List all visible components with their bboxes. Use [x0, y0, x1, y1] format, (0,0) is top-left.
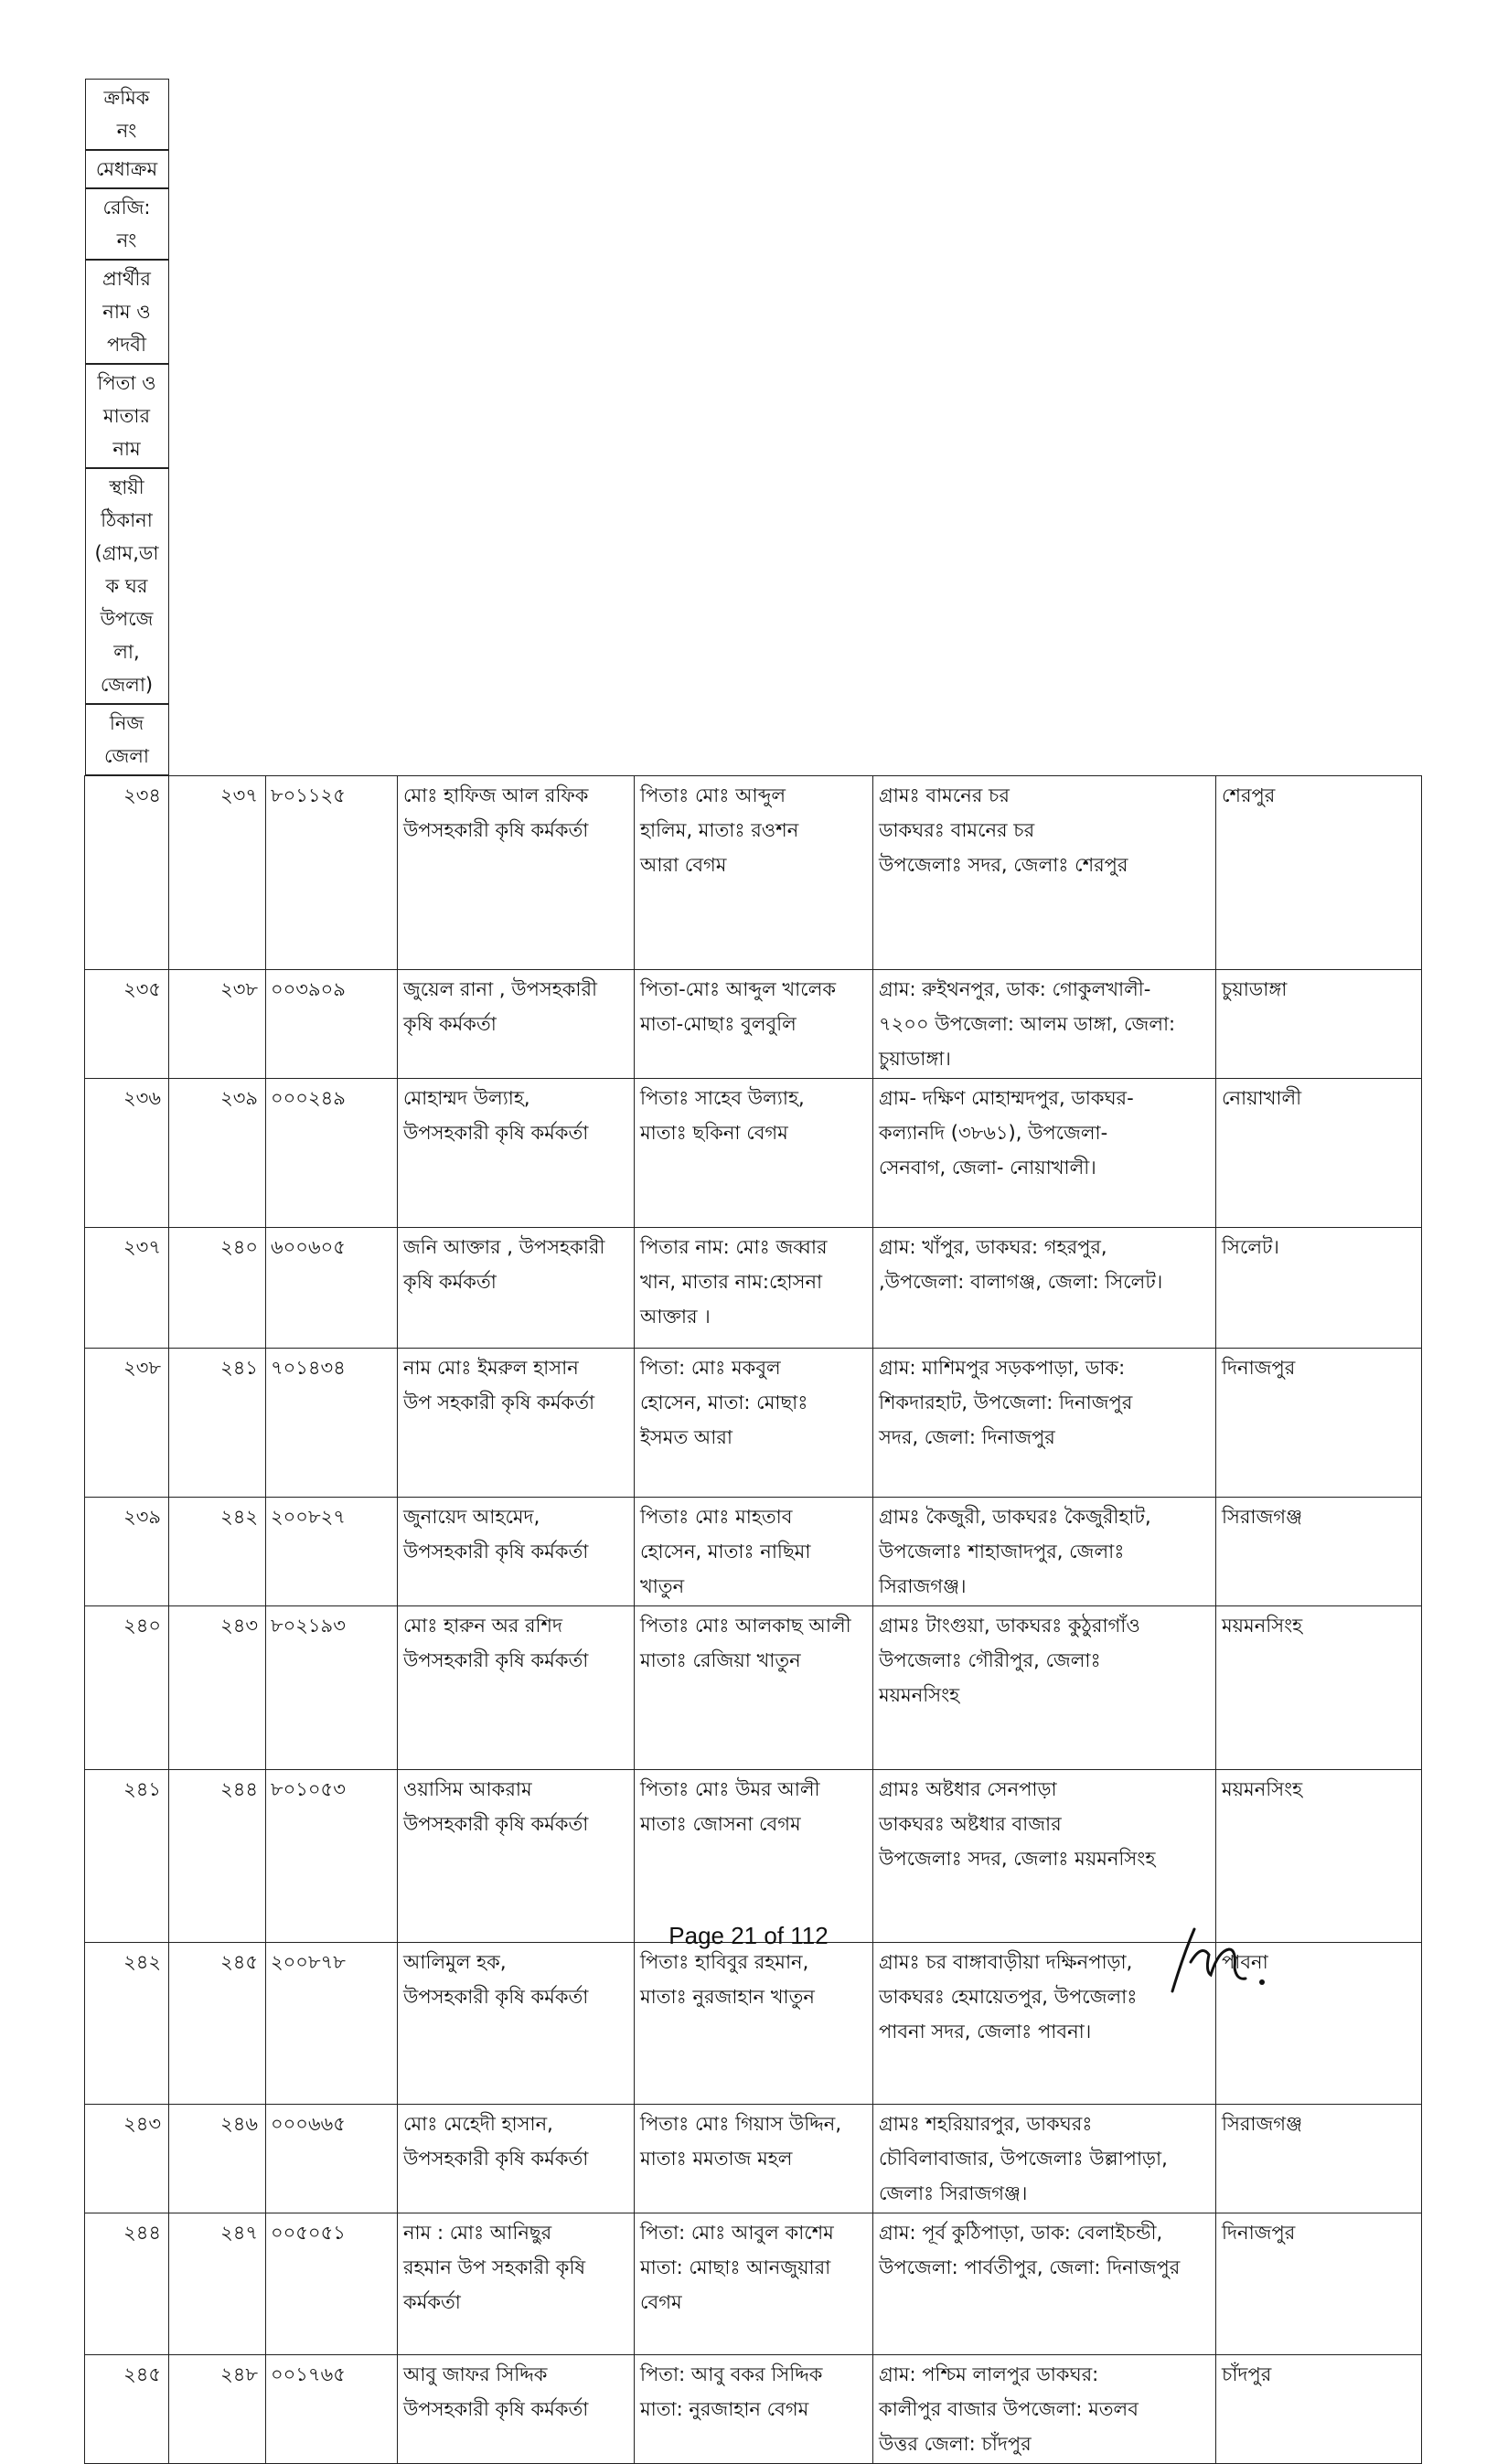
- cell-serial: ২৪১: [85, 1770, 169, 1943]
- cell-parents: [635, 1498, 873, 1606]
- cell-serial: ২৩৭: [85, 1228, 169, 1349]
- address-line: শিকদারহাট, উপজেলা: দিনাজপুর: [879, 1392, 1133, 1413]
- parents-line: হালিম, মাতাঃ রওশন: [640, 819, 799, 841]
- cell-reg: ০০০৬৬৫: [266, 2105, 398, 2213]
- cell-district: পাবনা: [1216, 1943, 1422, 2105]
- cell-serial: ২৩৮: [85, 1349, 169, 1498]
- cell-name: [398, 1228, 635, 1349]
- cell-serial: ২৩৫: [85, 970, 169, 1079]
- address-line: চৌবিলাবাজার, উপজেলাঃ উল্লাপাড়া,: [879, 2148, 1168, 2170]
- table-header-row: [85, 79, 1422, 776]
- col-header-district: নিজ জেলা: [85, 704, 169, 775]
- cell-serial: ২৩৬: [85, 1079, 169, 1228]
- name-line: কৃষি কর্মকর্তা: [403, 1013, 497, 1035]
- cell-serial: ২৩৯: [85, 1498, 169, 1606]
- candidate-table: [84, 79, 1422, 2464]
- name-line: জনি আক্তার , উপসহকারী: [403, 1236, 605, 1258]
- parents-line: হোসেন, মাতা: মোছাঃ: [640, 1392, 808, 1413]
- cell-merit: ২৪৪: [169, 1770, 266, 1943]
- cell-reg: ৮০১০৫৩: [266, 1770, 398, 1943]
- cell-reg: ০০৩৯০৯: [266, 970, 398, 1079]
- parents-line: মাতাঃ জোসনা বেগম: [640, 1813, 801, 1835]
- parents-line: মাতাঃ ছকিনা বেগম: [640, 1122, 788, 1144]
- name-line: উপসহকারী কৃষি কর্মকর্তা: [403, 1541, 589, 1563]
- name-line: মোঃ হারুন অর রশিদ: [403, 1615, 563, 1637]
- name-line: নাম মোঃ ইমরুল হাসান: [403, 1357, 579, 1379]
- cell-parents: [635, 2355, 873, 2464]
- cell-name: [398, 970, 635, 1079]
- parents-line: হোসেন, মাতাঃ নাছিমা: [640, 1541, 811, 1563]
- address-line: সিরাজগঞ্জ।: [879, 1575, 967, 1597]
- cell-address: [873, 1349, 1216, 1498]
- address-line: উপজেলাঃ গৌরীপুর, জেলাঃ: [879, 1649, 1101, 1671]
- address-line: চুয়াডাঙ্গা।: [879, 1048, 951, 1070]
- cell-parents: [635, 1349, 873, 1498]
- table-row: [85, 776, 1422, 970]
- address-line: উপজেলাঃ শাহাজাদপুর, জেলাঃ: [879, 1541, 1125, 1563]
- name-line: কর্মকর্তা: [403, 2291, 461, 2313]
- cell-parents: [635, 1606, 873, 1770]
- address-line: গ্রাম: পশ্চিম লালপুর ডাকঘর:: [879, 2363, 1099, 2385]
- name-line: মোঃ হাফিজ আল রফিক: [403, 784, 589, 806]
- cell-reg: ৬০০৬০৫: [266, 1228, 398, 1349]
- cell-district: শেরপুর: [1216, 776, 1422, 970]
- cell-name: [398, 1943, 635, 2105]
- address-line: গ্রাম: মাশিমপুর সড়কপাড়া, ডাক:: [879, 1357, 1126, 1379]
- name-line: উপসহকারী কৃষি কর্মকর্তা: [403, 1813, 589, 1835]
- parents-line: পিতাঃ মোঃ গিয়াস উদ্দিন,: [640, 2113, 842, 2135]
- parents-line: মাতা-মোছাঃ বুলবুলি: [640, 1013, 797, 1035]
- table-row: [85, 2213, 1422, 2355]
- cell-name: [398, 2105, 635, 2213]
- cell-district: ময়মনসিংহ: [1216, 1606, 1422, 1770]
- cell-serial: ২৩৪: [85, 776, 169, 970]
- address-line: গ্রামঃ চর বাঙ্গাবাড়ীয়া দক্ষিনপাড়া,: [879, 1951, 1133, 1973]
- page-number: Page 21 of 112: [668, 1922, 829, 1949]
- cell-district: সিরাজগঞ্জ: [1216, 1498, 1422, 1606]
- name-line: উপসহকারী কৃষি কর্মকর্তা: [403, 2398, 589, 2420]
- address-line: গ্রাম: পূর্ব কুঠিপাড়া, ডাক: বেলাইচন্ডী,: [879, 2222, 1163, 2244]
- cell-merit: ২৩৭: [169, 776, 266, 970]
- address-line: উত্তর জেলা: চাঁদপুর: [879, 2433, 1032, 2455]
- cell-address: [873, 2105, 1216, 2213]
- cell-parents: [635, 1943, 873, 2105]
- parents-line: পিতাঃ মোঃ আব্দুল: [640, 784, 786, 806]
- cell-address: [873, 2355, 1216, 2464]
- name-line: উপসহকারী কৃষি কর্মকর্তা: [403, 1649, 589, 1671]
- name-line: উপ সহকারী কৃষি কর্মকর্তা: [403, 1392, 595, 1413]
- cell-reg: ২০০৮২৭: [266, 1498, 398, 1606]
- cell-name: [398, 1606, 635, 1770]
- parents-line: মাতা: মোছাঃ আনজুয়ারা: [640, 2256, 831, 2278]
- cell-parents: [635, 2213, 873, 2355]
- name-line: রহমান উপ সহকারী কৃষি: [403, 2256, 586, 2278]
- cell-reg: ০০৫০৫১: [266, 2213, 398, 2355]
- cell-reg: ২০০৮৭৮: [266, 1943, 398, 2105]
- cell-address: [873, 970, 1216, 1079]
- table-row: [85, 1770, 1422, 1943]
- cell-merit: ২৪২: [169, 1498, 266, 1606]
- address-line: গ্রাম: রুইথনপুর, ডাক: গোকুলখালী-: [879, 978, 1151, 1000]
- name-line: মোহাম্মদ উল্যাহ,: [403, 1087, 530, 1109]
- col-header-merit: মেধাক্রম: [85, 150, 169, 188]
- name-line: মোঃ মেহেদী হাসান,: [403, 2113, 553, 2135]
- name-line: ওয়াসিম আকরাম: [403, 1778, 532, 1800]
- cell-serial: ২৪৫: [85, 2355, 169, 2464]
- parents-line: পিতাঃ মোঃ উমর আলী: [640, 1778, 820, 1800]
- cell-parents: [635, 1770, 873, 1943]
- cell-parents: [635, 1228, 873, 1349]
- col-header-parents: পিতা ও মাতার নাম: [85, 364, 169, 468]
- cell-district: নোয়াখালী: [1216, 1079, 1422, 1228]
- parents-line: মাতাঃ নুরজাহান খাতুন: [640, 1986, 815, 2008]
- cell-merit: ২৪০: [169, 1228, 266, 1349]
- address-line: পাবনা সদর, জেলাঃ পাবনা।: [879, 2021, 1092, 2043]
- cell-name: [398, 1079, 635, 1228]
- address-line: কালীপুর বাজার উপজেলা: মতলব: [879, 2398, 1139, 2420]
- cell-merit: ২৪৬: [169, 2105, 266, 2213]
- table-body: [85, 776, 1422, 2464]
- name-line: নাম : মোঃ আনিছুর: [403, 2222, 552, 2244]
- table-row: [85, 970, 1422, 1079]
- table-row: [85, 1498, 1422, 1606]
- name-line: কৃষি কর্মকর্তা: [403, 1271, 497, 1293]
- parents-line: পিতাঃ হাবিবুর রহমান,: [640, 1951, 809, 1973]
- cell-reg: ৮০১১২৫: [266, 776, 398, 970]
- address-line: ময়মনসিংহ: [879, 1684, 960, 1706]
- parents-line: পিতা: মোঃ আবুল কাশেম: [640, 2222, 834, 2244]
- cell-parents: [635, 1079, 873, 1228]
- name-line: উপসহকারী কৃষি কর্মকর্তা: [403, 1122, 589, 1144]
- cell-address: [873, 776, 1216, 970]
- cell-merit: ২৩৯: [169, 1079, 266, 1228]
- address-line: উপজেলাঃ সদর, জেলাঃ শেরপুর: [879, 854, 1128, 876]
- cell-district: চাঁদপুর: [1216, 2355, 1422, 2464]
- cell-address: [873, 1606, 1216, 1770]
- address-line: গ্রামঃ টাংগুয়া, ডাকঘরঃ কুঠুরাগাঁও: [879, 1615, 1140, 1637]
- parents-line: পিতাঃ মোঃ আলকাছ আলী: [640, 1615, 851, 1637]
- cell-merit: ২৪৭: [169, 2213, 266, 2355]
- address-line: উপজেলাঃ সদর, জেলাঃ ময়মনসিংহ: [879, 1848, 1156, 1870]
- cell-district: সিলেট।: [1216, 1228, 1422, 1349]
- name-line: উপসহকারী কৃষি কর্মকর্তা: [403, 819, 589, 841]
- address-line: সেনবাগ, জেলা- নোয়াখালী।: [879, 1157, 1096, 1179]
- parents-line: মাতা: নুরজাহান বেগম: [640, 2398, 809, 2420]
- address-line: ডাকঘরঃ বামনের চর: [879, 819, 1035, 841]
- cell-reg: ৭০১৪৩৪: [266, 1349, 398, 1498]
- col-header-address: স্থায়ী ঠিকানা (গ্রাম,ডাক ঘর উপজেলা, জেলা): [85, 468, 169, 704]
- cell-district: ময়মনসিংহ: [1216, 1770, 1422, 1943]
- name-line: উপসহকারী কৃষি কর্মকর্তা: [403, 1986, 589, 2008]
- address-line: কল্যানদি (৩৮৬১), উপজেলা-: [879, 1122, 1108, 1144]
- address-line: ডাকঘরঃ অষ্টধার বাজার: [879, 1813, 1062, 1835]
- name-line: জুনায়েদ আহমেদ,: [403, 1506, 540, 1528]
- parents-line: পিতার নাম: মোঃ জব্বার: [640, 1236, 828, 1258]
- parents-line: পিতা-মোঃ আব্দুল খালেক: [640, 978, 837, 1000]
- cell-name: [398, 1770, 635, 1943]
- col-header-reg: রেজি: নং: [85, 188, 169, 260]
- signature-mark: [1163, 1918, 1282, 2000]
- cell-serial: ২৪২: [85, 1943, 169, 2105]
- parents-line: মাতাঃ রেজিয়া খাতুন: [640, 1649, 801, 1671]
- parents-line: পিতাঃ সাহেব উল্যাহ,: [640, 1087, 805, 1109]
- table-row: [85, 2105, 1422, 2213]
- parents-line: খাতুন: [640, 1575, 685, 1597]
- table-row: [85, 1349, 1422, 1498]
- address-line: ,উপজেলা: বালাগঞ্জ, জেলা: সিলেট।: [879, 1271, 1163, 1293]
- cell-address: [873, 2213, 1216, 2355]
- parents-line: আরা বেগম: [640, 854, 727, 876]
- parents-line: পিতা: মোঃ মকবুল: [640, 1357, 781, 1379]
- cell-district: চুয়াডাঙ্গা: [1216, 970, 1422, 1079]
- cell-serial: ২৪০: [85, 1606, 169, 1770]
- cell-merit: ২৪৩: [169, 1606, 266, 1770]
- table-row: [85, 1606, 1422, 1770]
- cell-address: [873, 1228, 1216, 1349]
- col-header-name: প্রার্থীর নাম ও পদবী: [85, 260, 169, 364]
- cell-name: [398, 2213, 635, 2355]
- cell-name: [398, 776, 635, 970]
- parents-line: পিতা: আবু বকর সিদ্দিক: [640, 2363, 823, 2385]
- cell-name: [398, 1498, 635, 1606]
- name-line: আবু জাফর সিদ্দিক: [403, 2363, 548, 2385]
- address-line: ৭২০০ উপজেলা: আলম ডাঙ্গা, জেলা:: [879, 1013, 1176, 1035]
- address-line: গ্রামঃ কৈজুরী, ডাকঘরঃ কৈজুরীহাট,: [879, 1506, 1151, 1528]
- col-header-serial: ক্রমিক নং: [85, 79, 169, 150]
- parents-line: খান, মাতার নাম:হোসনা: [640, 1271, 823, 1293]
- address-line: গ্রামঃ শহরিয়ারপুর, ডাকঘরঃ: [879, 2113, 1093, 2135]
- cell-merit: ২৪১: [169, 1349, 266, 1498]
- address-line: জেলাঃ সিরাজগঞ্জ।: [879, 2182, 1028, 2204]
- parents-line: ইসমত আরা: [640, 1426, 733, 1448]
- cell-reg: ০০০২৪৯: [266, 1079, 398, 1228]
- cell-name: [398, 2355, 635, 2464]
- cell-address: [873, 1770, 1216, 1943]
- parents-line: মাতাঃ মমতাজ মহল: [640, 2148, 793, 2170]
- parents-line: বেগম: [640, 2291, 682, 2313]
- address-line: সদর, জেলা: দিনাজপুর: [879, 1426, 1055, 1448]
- cell-address: [873, 1079, 1216, 1228]
- parents-line: পিতাঃ মোঃ মাহতাব: [640, 1506, 793, 1528]
- cell-district: দিনাজপুর: [1216, 1349, 1422, 1498]
- cell-parents: [635, 970, 873, 1079]
- cell-merit: ২৪৫: [169, 1943, 266, 2105]
- cell-merit: ২৪৮: [169, 2355, 266, 2464]
- address-line: ডাকঘরঃ হেমায়েতপুর, উপজেলাঃ: [879, 1986, 1138, 2008]
- address-line: গ্রামঃ অষ্টধার সেনপাড়া: [879, 1778, 1057, 1800]
- cell-serial: ২৪৪: [85, 2213, 169, 2355]
- cell-name: [398, 1349, 635, 1498]
- cell-parents: [635, 2105, 873, 2213]
- table-row: [85, 1079, 1422, 1228]
- cell-serial: ২৪৩: [85, 2105, 169, 2213]
- table-row: [85, 1228, 1422, 1349]
- address-line: উপজেলা: পার্বতীপুর, জেলা: দিনাজপুর: [879, 2256, 1181, 2278]
- address-line: গ্রাম- দক্ষিণ মোহাম্মদপুর, ডাকঘর-: [879, 1087, 1134, 1109]
- name-line: জুয়েল রানা , উপসহকারী: [403, 978, 598, 1000]
- cell-merit: ২৩৮: [169, 970, 266, 1079]
- address-line: গ্রামঃ বামনের চর: [879, 784, 1010, 806]
- name-line: আলিমুল হক,: [403, 1951, 507, 1973]
- cell-reg: ০০১৭৬৫: [266, 2355, 398, 2464]
- cell-parents: [635, 776, 873, 970]
- cell-district: দিনাজপুর: [1216, 2213, 1422, 2355]
- parents-line: আক্তার ।: [640, 1306, 711, 1328]
- table-row: [85, 2355, 1422, 2464]
- cell-address: [873, 1498, 1216, 1606]
- cell-reg: ৮০২১৯৩: [266, 1606, 398, 1770]
- cell-district: সিরাজগঞ্জ: [1216, 2105, 1422, 2213]
- name-line: উপসহকারী কৃষি কর্মকর্তা: [403, 2148, 589, 2170]
- address-line: গ্রাম: খাঁপুর, ডাকঘর: গহরপুর,: [879, 1236, 1107, 1258]
